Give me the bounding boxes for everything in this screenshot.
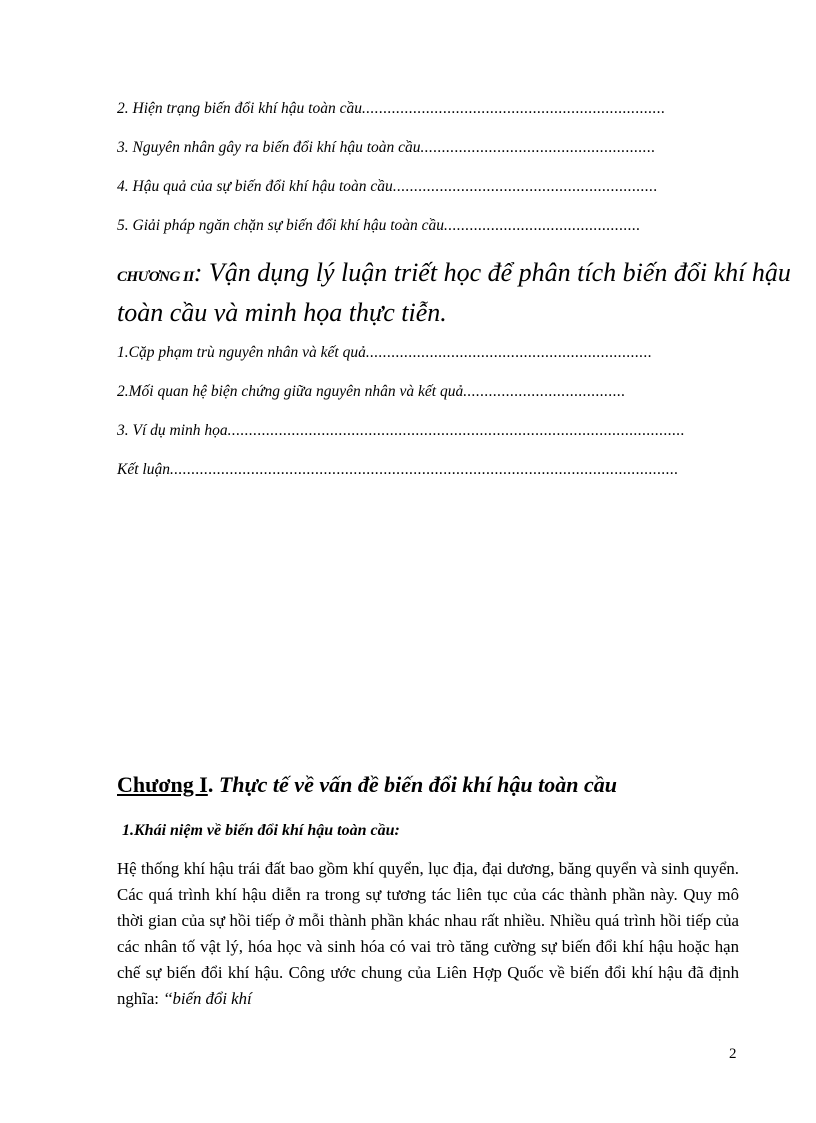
toc-item-text: 2. Hiện trạng biến đổi khí hậu toàn cầu (117, 100, 362, 117)
toc-leader-dots: ........................................................................................................... (227, 422, 686, 439)
toc-item-2-3 (117, 422, 685, 440)
toc-item-5 (117, 217, 641, 235)
toc-item-text: 3. Nguyên nhân gây ra biến đổi khí hậu toàn cầu (117, 139, 421, 156)
chapter1-heading (117, 772, 617, 798)
section1-heading: 1.Khái niệm về biến đổi khí hậu toàn cầu: (122, 822, 400, 839)
toc-item-2-2 (117, 383, 626, 401)
toc-leader-dots: ....................................................... (420, 139, 656, 156)
chapter1-prefix: Chương I (117, 772, 208, 797)
toc-item-conclusion (117, 461, 679, 479)
toc-item-text: 3. Ví dụ minh họa (117, 422, 228, 439)
chapter2-title: : Vận dụng lý luận triết học để phân tích biến đổi khí hậu toàn cầu và minh họa thực tiễn. (117, 258, 791, 327)
chapter1-title: Thực tế về vấn đề biến đổi khí hậu toàn cầu (218, 772, 617, 797)
toc-item-text: 5. Giải pháp ngăn chặn sự biến đổi khí hậu toàn cầu (117, 217, 445, 234)
toc-item-4 (117, 178, 658, 196)
toc-item-text: Kết luận (117, 461, 170, 478)
page-number: 2 (729, 1046, 737, 1062)
toc-leader-dots: ................................................................... (365, 344, 653, 361)
toc-item-text: 1.Cặp phạm trù nguyên nhân và kết quả (117, 344, 366, 361)
chapter1-separator: . (207, 772, 219, 797)
toc-leader-dots: ....................................................................................................................... (169, 461, 679, 478)
toc-leader-dots: ...................................... (463, 383, 626, 400)
paragraph-text: Hệ thống khí hậu trái đất bao gồm khí quyển, lục địa, đại dương, băng quyển và sinh quyển. Các quá trình khí hậu diễn ra trong sự tương tác liên tục của các thành phần này. Quy mô thời gian của sự hồi tiếp ở mỗi thành phần khác nhau rất nhiều. Nhiều quá trình hồi tiếp của các nhân tố vật lý, hóa học và sinh hóa có vai trò tăng cường sự biến đổi khí hậu hoặc hạn chế sự biến đổi khí hậu. Công ước chung của Liên Hợp Quốc về biến đổi khí hậu đã định nghĩa: (117, 859, 739, 1008)
toc-item-text: 4. Hậu quả của sự biến đổi khí hậu toàn cầu (117, 178, 393, 195)
body-paragraph (117, 856, 739, 1012)
toc-chapter2-heading (117, 255, 797, 331)
toc-item-2 (117, 100, 666, 118)
toc-item-3 (117, 139, 656, 157)
toc-item-text: 2.Mối quan hệ biện chứng giữa nguyên nhân và kết quả (117, 383, 464, 400)
toc-leader-dots: ....................................................................... (361, 100, 666, 117)
toc-leader-dots: .............................................. (444, 217, 641, 234)
paragraph-quote: ‘‘biến đổi khí (163, 989, 252, 1008)
chapter2-label: CHƯƠNG II (117, 269, 194, 285)
toc-leader-dots: .............................................................. (392, 178, 658, 195)
toc-item-2-1 (117, 344, 652, 362)
